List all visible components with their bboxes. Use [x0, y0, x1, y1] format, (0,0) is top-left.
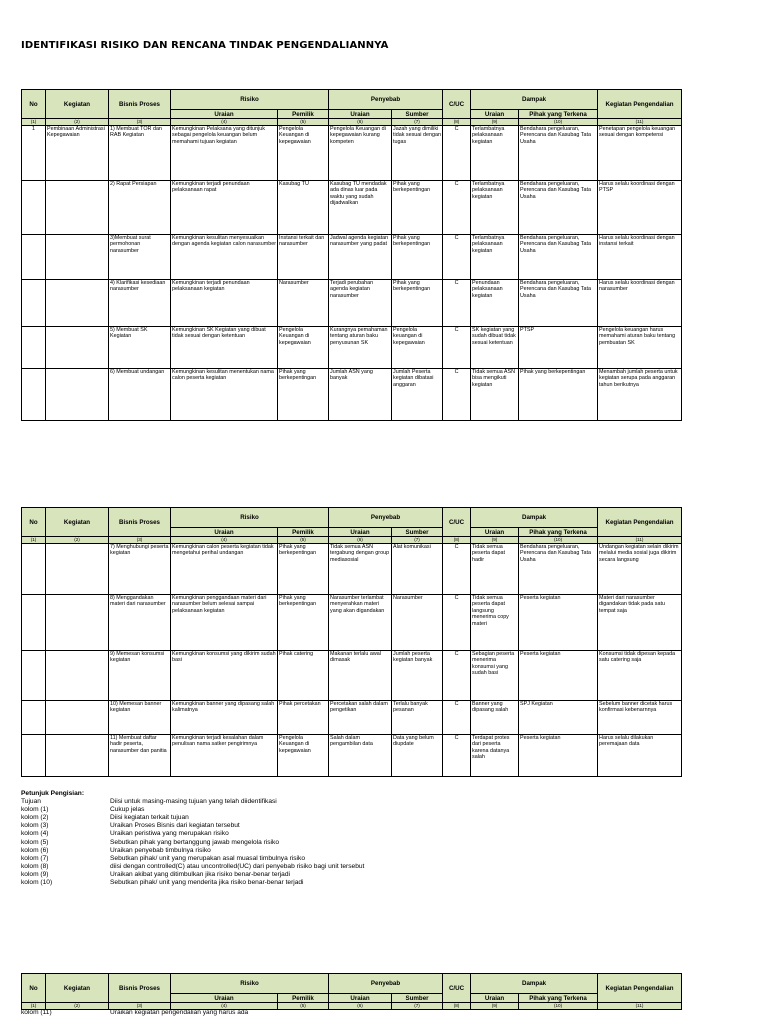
cell-no: 1	[22, 126, 46, 181]
cell-bisnis-proses: 8) Menggandakan materi dari narasumber	[109, 595, 171, 651]
cell-no	[22, 651, 46, 701]
table-row	[22, 544, 682, 595]
cell-dampak-pihak: Peserta kegiatan	[519, 735, 598, 777]
instruction-key: kolom (2)	[21, 814, 49, 822]
cell-risiko-pemilik: Pihak yang berkepentingan	[278, 369, 329, 421]
col-num: (8)	[443, 537, 471, 544]
risk-table-1	[21, 89, 682, 421]
cell-kegiatan	[46, 544, 109, 595]
header-cuc: C/UC	[443, 508, 471, 537]
cell-bisnis-proses: 1) Membuat TOR dan RAB Kegiatan	[109, 126, 171, 181]
cell-no	[22, 544, 46, 595]
instruction-row	[21, 839, 381, 847]
cell-dampak-uraian: Terlambatnya pelaksanaan kegiatan	[471, 235, 519, 280]
header-dampak: Dampak	[471, 974, 598, 994]
cell-pengendalian: Menambah jumlah peserta untuk kegiatan serupa pada anggaran tahun berikutnya	[598, 369, 682, 421]
cell-risiko-uraian: Kemungkinan SK Kegiatan yang dibuat tidak sesuai dengan ketentuan	[171, 327, 278, 369]
cell-kegiatan	[46, 327, 109, 369]
cell-no	[22, 327, 46, 369]
header-dampak-pihak: Pihak yang Terkena	[519, 994, 598, 1003]
header-dampak-uraian: Uraian	[471, 110, 519, 119]
cell-penyebab-uraian: Jumlah ASN yang banyak	[329, 369, 392, 421]
instructions-title: Petunjuk Pengisian:	[21, 790, 85, 797]
header-risiko-pemilik: Pemilik	[278, 528, 329, 537]
instruction-text: Sebutkan pihak yang bertanggung jawab mengelola risiko	[110, 838, 279, 846]
cell-risiko-pemilik: Narasumber	[278, 280, 329, 327]
cell-pengendalian: Harus selalu koordinasi dengan instansi terkait	[598, 235, 682, 280]
header-bisnis-proses: Bisnis Proses	[109, 974, 171, 1003]
instruction-text: Cukup jelas	[110, 806, 145, 814]
cell-dampak-pihak: Bendahara pengeluaran, Perencana dan Kasubag Tata Usaha	[519, 126, 598, 181]
cell-penyebab-uraian: Tidak semua ASN tergabung dengan group mediasosial	[329, 544, 392, 595]
header-kegiatan: Kegiatan	[46, 508, 109, 537]
cell-pengendalian: Materi dari narasumber digandakan tidak pada satu tempat saja	[598, 595, 682, 651]
cell-risiko-uraian: Kemungkinan terjadi penundaan pelaksanaan kegiatan	[171, 280, 278, 327]
cell-risiko-pemilik: Pengelola Keuangan di kepegawaian	[278, 126, 329, 181]
instruction-row	[21, 798, 381, 806]
col-num: (10)	[519, 119, 598, 126]
header-bisnis-proses: Bisnis Proses	[109, 508, 171, 537]
instruction-text: Uraikan penyebab timbulnya risiko	[110, 846, 211, 854]
cell-risiko-uraian: Kemungkinan Pelaksana yang ditunjuk sebagai pengelola keuangan belum memahami tujuan kegiatan	[171, 126, 278, 181]
cell-dampak-pihak: Bendahara pengeluaran, Perencana dan Kasubag Tata Usaha	[519, 544, 598, 595]
cell-risiko-uraian: Kemungkinan penggandaan materi dari narasumber belum selesai sampai pelaksanaan kegiatan	[171, 595, 278, 651]
col-num: (4)	[171, 1003, 278, 1010]
cell-no	[22, 280, 46, 327]
header-penyebab: Penyebab	[329, 974, 443, 994]
instruction-text: Diisi untuk masing-masing tujuan yang telah diidentifikasi	[110, 798, 277, 806]
table-row	[22, 369, 682, 421]
cell-bisnis-proses: 6) Membuat undangan	[109, 369, 171, 421]
cell-no	[22, 595, 46, 651]
cell-penyebab-uraian: Percetakan salah dalam pengetikan	[329, 701, 392, 735]
table-row	[22, 701, 682, 735]
cell-bisnis-proses: 7) Menghubungi peserta kegiatan	[109, 544, 171, 595]
cell-bisnis-proses: 3)Membuat surat permohonan narasumber	[109, 235, 171, 280]
cell-kegiatan	[46, 369, 109, 421]
header-risiko: Risiko	[171, 508, 329, 528]
cell-penyebab-uraian: Kasubag TU mendadak ada dinas luar pada waktu yang sudah dijadwalkan	[329, 181, 392, 235]
cell-pengendalian: Pengelola keuangan harus memahami aturan baku tentang pembuatan SK	[598, 327, 682, 369]
col-num: (3)	[109, 537, 171, 544]
col-num: (9)	[471, 119, 519, 126]
cell-dampak-uraian: Penundaan pelaksanaan kegiatan	[471, 280, 519, 327]
col-num: (11)	[598, 537, 682, 544]
cell-pengendalian: Sebelum banner dicetak harus konfirmasi kebenarnnya	[598, 701, 682, 735]
table-row	[22, 651, 682, 701]
table-row	[22, 280, 682, 327]
cell-cuc: C	[443, 181, 471, 235]
cell-penyebab-uraian: Kurangnya pemahaman tentang aturan baku penyusunan SK	[329, 327, 392, 369]
cell-penyebab-uraian: Makanan terlalu awal dimasak	[329, 651, 392, 701]
table-row	[22, 595, 682, 651]
header-risiko-pemilik: Pemilik	[278, 994, 329, 1003]
instruction-text: Uraikan Proses Bisnis dari kegiatan tersebut	[110, 822, 240, 830]
header-dampak-pihak: Pihak yang Terkena	[519, 110, 598, 119]
instruction-row	[21, 806, 381, 814]
cell-risiko-pemilik: Kasubag TU	[278, 181, 329, 235]
col-num: (1)	[22, 119, 46, 126]
header-no: No	[22, 90, 46, 119]
col-num: (1)	[22, 1003, 46, 1010]
col-num: (2)	[46, 1003, 109, 1010]
header-penyebab: Penyebab	[329, 508, 443, 528]
cell-dampak-pihak: Bendahara pengeluaran, Perencana dan Kasubag Tata Usaha	[519, 181, 598, 235]
header-pengendalian: Kegiatan Pengendalian	[598, 974, 682, 1003]
cell-dampak-uraian: SK kegiatan yang sudah dibuat tidak sesuai ketentuan	[471, 327, 519, 369]
cell-cuc: C	[443, 651, 471, 701]
header-risiko-pemilik: Pemilik	[278, 110, 329, 119]
instruction-text: Sebutkan pihak/ unit yang merupakan asal muasal timbulnya risiko	[110, 854, 305, 862]
cell-penyebab-uraian: Narasumber terlambat menyerahkan materi yang akan digandakan	[329, 595, 392, 651]
cell-risiko-pemilik: Pihak yang berkepentingan	[278, 595, 329, 651]
col-num: (7)	[392, 119, 443, 126]
risk-table-3	[21, 973, 682, 1010]
header-no: No	[22, 974, 46, 1003]
cell-no	[22, 181, 46, 235]
cell-kegiatan	[46, 651, 109, 701]
filling-instructions	[21, 790, 381, 887]
col-num: (10)	[519, 537, 598, 544]
header-dampak-uraian: Uraian	[471, 994, 519, 1003]
header-cuc: C/UC	[443, 974, 471, 1003]
cell-penyebab-uraian: Pengelola Keuangan di kepegawaian kurang kompeten	[329, 126, 392, 181]
cell-bisnis-proses: 10) Memesan banner kegiatan	[109, 701, 171, 735]
cell-penyebab-sumber: Data yang belum diupdate	[392, 735, 443, 777]
cell-penyebab-sumber: Pihak yang berkepentingan	[392, 181, 443, 235]
cell-no	[22, 701, 46, 735]
cell-pengendalian: Harus selalu dilakukan peremajaan data	[598, 735, 682, 777]
cell-kegiatan	[46, 701, 109, 735]
col-num: (5)	[278, 119, 329, 126]
cell-cuc: C	[443, 735, 471, 777]
cell-risiko-pemilik: Pengelola Keuangan di kepegawaian	[278, 735, 329, 777]
column-number-row	[22, 537, 682, 544]
col-num: (5)	[278, 1003, 329, 1010]
header-dampak: Dampak	[471, 90, 598, 110]
cell-dampak-uraian: Terlambatnya pelaksanaan kegiatan	[471, 181, 519, 235]
cell-penyebab-sumber: Pihak yang berkepentingan	[392, 280, 443, 327]
instruction-row	[21, 863, 381, 871]
risk-table-2	[21, 507, 682, 777]
instruction-row	[21, 822, 381, 830]
instruction-row	[21, 830, 381, 838]
cell-risiko-uraian: Kemungkinan konsumsi yang dikirim sudah basi	[171, 651, 278, 701]
cell-risiko-uraian: Kemungkinan kesulitan menyesuaikan dengan agenda kegiatan calon narasumber	[171, 235, 278, 280]
instruction-text: Uraikan kegiatan pengendalian yang harus ada	[110, 1009, 249, 1016]
page-title: IDENTIFIKASI RISIKO DAN RENCANA TINDAK PENGENDALIANNYA	[21, 40, 389, 51]
instruction-key: kolom (10)	[21, 879, 53, 887]
header-pengendalian: Kegiatan Pengendalian	[598, 90, 682, 119]
instruction-key: kolom (1)	[21, 806, 49, 814]
cell-dampak-uraian: Tidak semua peserta dapat hadir	[471, 544, 519, 595]
cell-pengendalian: Konsumsi tidak dipesan kepada satu catering saja	[598, 651, 682, 701]
col-num: (3)	[109, 1003, 171, 1010]
header-risiko-uraian: Uraian	[171, 110, 278, 119]
cell-penyebab-uraian: Salah dalam pengambilan data	[329, 735, 392, 777]
cell-penyebab-uraian: Terjadi perubahan agenda kegiatan narasumber	[329, 280, 392, 327]
cell-dampak-pihak: SPJ Kegiatan	[519, 701, 598, 735]
cell-penyebab-sumber: Jazah yang dimiliki tidak sesuai dengan tugas	[392, 126, 443, 181]
col-num: (11)	[598, 119, 682, 126]
col-num: (8)	[443, 119, 471, 126]
cell-no	[22, 235, 46, 280]
header-bisnis-proses: Bisnis Proses	[109, 90, 171, 119]
cell-cuc: C	[443, 369, 471, 421]
cell-pengendalian: Harus selalu koordinasi dengan PTSP	[598, 181, 682, 235]
cell-dampak-pihak: Peserta kegiatan	[519, 651, 598, 701]
cell-kegiatan	[46, 235, 109, 280]
column-number-row	[22, 119, 682, 126]
header-kegiatan: Kegiatan	[46, 974, 109, 1003]
col-num: (7)	[392, 1003, 443, 1010]
header-penyebab-sumber: Sumber	[392, 528, 443, 537]
cell-pengendalian: Penetapan pengelola keuangan sesuai dengan kompetensi	[598, 126, 682, 181]
cell-dampak-uraian: Terdapat protes dari peserta karena datanya salah	[471, 735, 519, 777]
header-risiko: Risiko	[171, 90, 329, 110]
header-dampak-pihak: Pihak yang Terkena	[519, 528, 598, 537]
cell-penyebab-sumber: Pihak yang berkepentingan	[392, 235, 443, 280]
cell-dampak-pihak: Bendahara pengeluaran, Perencana dan Kasubag Tata Usaha	[519, 280, 598, 327]
cell-dampak-uraian: Terlambatnya pelaksanaan kegiatan	[471, 126, 519, 181]
col-num: (1)	[22, 537, 46, 544]
table-row	[22, 327, 682, 369]
header-risiko: Risiko	[171, 974, 329, 994]
cell-cuc: C	[443, 126, 471, 181]
col-num: (2)	[46, 537, 109, 544]
col-num: (5)	[278, 537, 329, 544]
cell-risiko-pemilik: Pihak catering	[278, 651, 329, 701]
cell-kegiatan	[46, 181, 109, 235]
cell-bisnis-proses: 4) Klarifikasi kesediaan narasumber	[109, 280, 171, 327]
header-penyebab-sumber: Sumber	[392, 110, 443, 119]
instruction-key: kolom (3)	[21, 822, 49, 830]
cell-cuc: C	[443, 544, 471, 595]
cell-risiko-pemilik: Pihak yang berkepentingan	[278, 544, 329, 595]
col-num: (11)	[598, 1003, 682, 1010]
col-num: (8)	[443, 1003, 471, 1010]
cell-kegiatan	[46, 735, 109, 777]
table-row	[22, 735, 682, 777]
col-num: (2)	[46, 119, 109, 126]
instruction-row	[21, 814, 381, 822]
instruction-text: Diisi kegiatan terkait tujuan	[110, 814, 189, 822]
cell-dampak-pihak: Peserta kegiatan	[519, 595, 598, 651]
cell-bisnis-proses: 5) Membuat SK Kegiatan	[109, 327, 171, 369]
table-row	[22, 126, 682, 181]
cell-risiko-pemilik: Pengelola Keuangan di kepegawaian	[278, 327, 329, 369]
cell-penyebab-sumber: Terlalu banyak pesanan	[392, 701, 443, 735]
cell-risiko-uraian: Kemungkinan calon peserta kegiatan tidak mengetahui perihal undangan	[171, 544, 278, 595]
col-num: (6)	[329, 537, 392, 544]
col-num: (6)	[329, 119, 392, 126]
cell-pengendalian: Undangan kegiatan selain dikirim melalui media sosial juga dikirim secara langsung	[598, 544, 682, 595]
instruction-key: Tujuan	[21, 798, 41, 806]
col-num: (3)	[109, 119, 171, 126]
cell-cuc: C	[443, 327, 471, 369]
header-cuc: C/UC	[443, 90, 471, 119]
cell-risiko-pemilik: Pihak percetakan	[278, 701, 329, 735]
header-penyebab-sumber: Sumber	[392, 994, 443, 1003]
header-penyebab-uraian: Uraian	[329, 110, 392, 119]
header-penyebab-uraian: Uraian	[329, 528, 392, 537]
cell-dampak-uraian: Banner yang dipasang salah	[471, 701, 519, 735]
cell-kegiatan	[46, 280, 109, 327]
col-num: (7)	[392, 537, 443, 544]
instruction-key: kolom (8)	[21, 862, 49, 870]
col-num: (10)	[519, 1003, 598, 1010]
cell-dampak-pihak: Bendahara pengeluaran, Perencana dan Kasubag Tata Usaha	[519, 235, 598, 280]
cell-pengendalian: Harus selalu koordinasi dengan narasumber	[598, 280, 682, 327]
cell-risiko-pemilik: Instansi terkait dan narasumber	[278, 235, 329, 280]
cell-penyebab-sumber: Pengelola keuangan di kepegawaian	[392, 327, 443, 369]
cell-penyebab-uraian: Jadwal agenda kegiatan narasumber yang padat	[329, 235, 392, 280]
cell-no	[22, 369, 46, 421]
col-num: (9)	[471, 1003, 519, 1010]
cell-cuc: C	[443, 701, 471, 735]
cell-dampak-uraian: Tidak semua ASN bisa mengikuti kegiatan	[471, 369, 519, 421]
instruction-key: kolom (9)	[21, 870, 49, 878]
cell-penyebab-sumber: Alat komunikasi	[392, 544, 443, 595]
cell-dampak-pihak: Pihak yang berkepentingan	[519, 369, 598, 421]
instruction-key: kolom (7)	[21, 854, 49, 862]
header-no: No	[22, 508, 46, 537]
instruction-row	[21, 871, 381, 879]
cell-penyebab-sumber: Jumlah peserta kegiatan banyak	[392, 651, 443, 701]
cell-cuc: C	[443, 235, 471, 280]
instruction-text: diisi dengan controlled(C) atau uncontrolled(UC) dari penyebab risiko bagi unit tersebut	[110, 862, 365, 870]
instruction-row-last	[21, 1009, 248, 1017]
instruction-row	[21, 855, 381, 863]
header-dampak-uraian: Uraian	[471, 528, 519, 537]
instruction-text: Uraikan akibat yang ditimbulkan jika risiko benar-benar terjadi	[110, 870, 290, 878]
cell-risiko-uraian: Kemungkinan terjadi kesalahan dalam penulisan nama satker pengirimnya	[171, 735, 278, 777]
col-num: (4)	[171, 119, 278, 126]
cell-no	[22, 735, 46, 777]
header-risiko-uraian: Uraian	[171, 994, 278, 1003]
cell-cuc: C	[443, 280, 471, 327]
cell-dampak-pihak: PTSP	[519, 327, 598, 369]
cell-dampak-uraian: Tidak semua peserta dapat langsung menerima copy materi	[471, 595, 519, 651]
instruction-key: kolom (4)	[21, 830, 49, 838]
table-row	[22, 181, 682, 235]
col-num: (6)	[329, 1003, 392, 1010]
cell-kegiatan: Pembinaan Administrasi Kepegawaian	[46, 126, 109, 181]
cell-risiko-uraian: Kemungkinan banner yang dipasang salah kalimatnya	[171, 701, 278, 735]
header-dampak: Dampak	[471, 508, 598, 528]
cell-penyebab-sumber: Narasumber	[392, 595, 443, 651]
cell-risiko-uraian: Kemungkinan kesulitan menentukan nama calon peserta kegiatan	[171, 369, 278, 421]
instruction-text: Sebutkan pihak/ unit yang menderita jika risiko benar-benar terjadi	[110, 879, 304, 887]
cell-risiko-uraian: Kemungkinan terjadi penundaan pelaksanaan rapat	[171, 181, 278, 235]
cell-penyebab-sumber: Jumlah Peserta kegiatan dibatasi anggaran	[392, 369, 443, 421]
cell-cuc: C	[443, 595, 471, 651]
instruction-key: kolom (5)	[21, 838, 49, 846]
col-num: (4)	[171, 537, 278, 544]
header-kegiatan: Kegiatan	[46, 90, 109, 119]
col-num: (9)	[471, 537, 519, 544]
cell-bisnis-proses: 2) Rapat Persiapan	[109, 181, 171, 235]
instruction-key: kolom (11)	[21, 1009, 52, 1016]
header-penyebab: Penyebab	[329, 90, 443, 110]
header-risiko-uraian: Uraian	[171, 528, 278, 537]
instruction-key: kolom (6)	[21, 846, 49, 854]
instruction-row	[21, 847, 381, 855]
instruction-text: Uraikan peristiwa yang merupakan risiko	[110, 830, 229, 838]
cell-bisnis-proses: 9) Memesan konsumsi kegiatan	[109, 651, 171, 701]
header-penyebab-uraian: Uraian	[329, 994, 392, 1003]
table-row	[22, 235, 682, 280]
cell-dampak-uraian: Sebagian peserta menerima konsumsi yang sudah basi	[471, 651, 519, 701]
instruction-row	[21, 879, 381, 887]
cell-kegiatan	[46, 595, 109, 651]
cell-bisnis-proses: 11) Membuat daftar hadir peserta, narasumber dan panitia	[109, 735, 171, 777]
header-pengendalian: Kegiatan Pengendalian	[598, 508, 682, 537]
